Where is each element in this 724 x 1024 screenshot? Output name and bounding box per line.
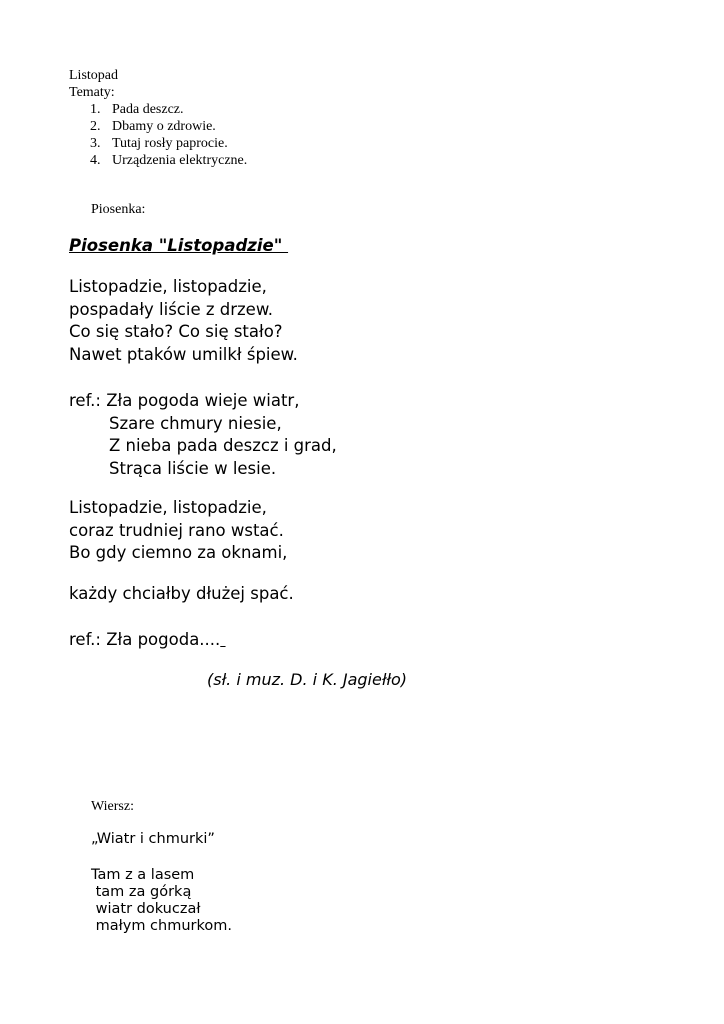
topic-item bbox=[69, 118, 247, 135]
topic-text: Pada deszcz. bbox=[112, 102, 184, 117]
song-title: Piosenka "Listopadzie" bbox=[69, 236, 289, 255]
topic-item bbox=[69, 135, 247, 152]
poem-line: tam za górką bbox=[91, 884, 192, 900]
verse-line: Nawet ptaków umilkł śpiew. bbox=[69, 344, 298, 364]
header-block bbox=[69, 67, 247, 169]
verse-line: Bo gdy ciemno za oknami, bbox=[69, 543, 288, 562]
underline-mark bbox=[220, 630, 225, 649]
poem-label: Wiersz: bbox=[91, 799, 134, 814]
poem-title: „Wiatr i chmurki” bbox=[91, 831, 215, 847]
verse-line-last: każdy chciałby dłużej spać. bbox=[69, 584, 294, 603]
topic-number: 3. bbox=[90, 136, 101, 151]
topic-text: Urządzenia elektryczne. bbox=[112, 153, 248, 168]
song-credit: (sł. i muz. D. i K. Jagiełło) bbox=[207, 670, 408, 689]
refrain-prefix: ref.: bbox=[69, 391, 101, 410]
song-verse-2 bbox=[69, 497, 287, 565]
topics-list bbox=[69, 101, 247, 169]
verse-line: Listopadzie, listopadzie, bbox=[69, 277, 267, 296]
topic-text: Tutaj rosły paprocie. bbox=[112, 136, 228, 151]
refrain-line-first bbox=[69, 390, 337, 413]
topic-number: 4. bbox=[90, 153, 101, 168]
song-verse-1 bbox=[69, 276, 298, 366]
refrain-short bbox=[69, 629, 226, 652]
month-heading: Listopad bbox=[69, 68, 118, 83]
poem-line: Tam z a lasem bbox=[91, 867, 195, 883]
verse-line: coraz trudniej rano wstać. bbox=[69, 520, 284, 540]
refrain-line: Z nieba pada deszcz i grad, bbox=[109, 436, 337, 455]
topic-item bbox=[69, 152, 247, 169]
topic-text: Dbamy o zdrowie. bbox=[112, 119, 216, 134]
topic-item bbox=[69, 101, 247, 118]
verse-line: Co się stało? Co się stało? bbox=[69, 322, 283, 341]
poem-body bbox=[91, 867, 232, 935]
poem-line: wiatr dokuczał bbox=[91, 901, 201, 917]
poem-line: małym chmurkom. bbox=[91, 918, 232, 934]
song-refrain bbox=[69, 390, 337, 480]
verse-line: Listopadzie, listopadzie, bbox=[69, 498, 267, 517]
topics-label: Tematy: bbox=[69, 85, 115, 100]
topic-number: 2. bbox=[90, 119, 101, 134]
topic-number: 1. bbox=[90, 102, 101, 117]
refrain-line: Zła pogoda wieje wiatr, bbox=[106, 391, 300, 410]
refrain-line: Strąca liście w lesie. bbox=[109, 458, 277, 478]
refrain-line: Szare chmury niesie, bbox=[109, 413, 282, 433]
refrain-short-text: ref.: Zła pogoda.... bbox=[69, 630, 221, 649]
verse-line: pospadały liście z drzew. bbox=[69, 299, 274, 319]
song-label: Piosenka: bbox=[91, 202, 146, 217]
